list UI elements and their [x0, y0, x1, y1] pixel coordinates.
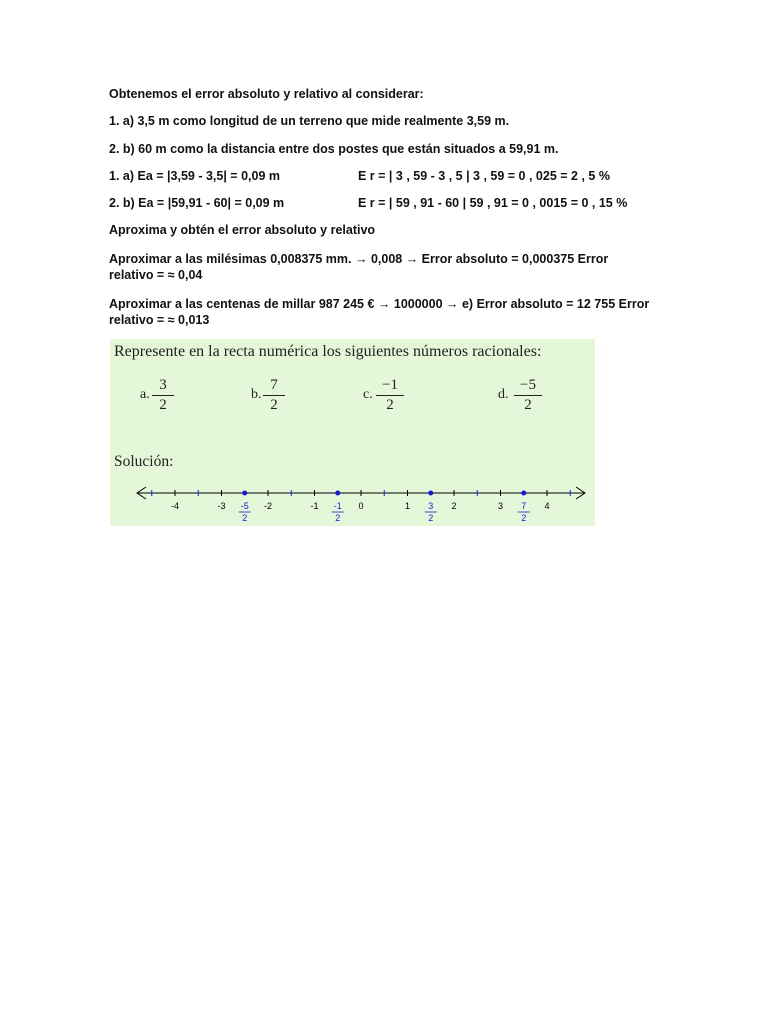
point-1: [335, 491, 340, 496]
option-b-numerator: 7: [263, 377, 285, 396]
tick-label-3: 3: [497, 501, 504, 511]
exercise-panel: [110, 339, 595, 526]
point-2: [428, 491, 433, 496]
exercise-prompt: Represente en la recta numérica los siguientes números racionales:: [114, 343, 542, 360]
option-c-denominator: 2: [386, 397, 394, 413]
point-denominator-1: 2: [335, 513, 341, 523]
option-b-fraction: [263, 377, 285, 414]
point-3: [521, 491, 526, 496]
problem-item-2: 2. b) 60 m como la distancia entre dos postes que están situados a 59,91 m.: [109, 142, 559, 156]
point-numerator-3: 7: [521, 501, 527, 511]
option-d-numerator: −5: [514, 377, 542, 396]
tick-label-4: 4: [544, 501, 550, 511]
tick-label--2: -2: [263, 501, 273, 511]
option-d-letter: d.: [498, 387, 509, 402]
option-d-denominator: 2: [524, 397, 532, 413]
point-numerator-0: -5: [240, 501, 249, 511]
option-b-denominator: 2: [270, 397, 278, 413]
result-1-relative: E r = | 3 , 59 - 3 , 5 | 3 , 59 = 0 , 025 = 2 , 5 %: [358, 169, 610, 183]
number-line: [110, 479, 595, 526]
tick-label-2: 2: [451, 501, 457, 511]
option-a-numerator: 3: [152, 377, 174, 396]
point-denominator-2: 2: [428, 513, 434, 523]
option-c-letter: c.: [363, 387, 373, 402]
point-denominator-3: 2: [521, 513, 527, 523]
tick-label-1: 1: [404, 501, 411, 511]
result-2-absolute: 2. b) Ea = |59,91 - 60| = 0,09 m: [109, 196, 285, 210]
option-c-fraction: [376, 377, 404, 414]
point-denominator-0: 2: [242, 513, 248, 523]
result-1-absolute: 1. a) Ea = |3,59 - 3,5| = 0,09 m: [109, 169, 280, 183]
approximation-2: Aproximar a las centenas de millar 987 245 € → 1000000 → e) Error absoluto = 12 755 Error relativo = ≈ 0,013: [109, 297, 650, 327]
point-0: [242, 491, 247, 496]
result-2-relative: E r = | 59 , 91 - 60 | 59 , 91 = 0 , 0015 = 0 , 15 %: [358, 196, 628, 210]
point-numerator-1: -1: [333, 501, 342, 511]
heading-approximate: Aproxima y obtén el error absoluto y relativo: [109, 223, 376, 237]
option-b-letter: b.: [251, 387, 262, 402]
tick-label--1: -1: [310, 501, 319, 511]
problem-item-1: 1. a) 3,5 m como longitud de un terreno que mide realmente 3,59 m.: [109, 114, 510, 128]
tick-label--4: -4: [170, 501, 180, 511]
option-d-fraction: [514, 377, 542, 414]
heading-errors: Obtenemos el error absoluto y relativo al considerar:: [109, 87, 424, 101]
point-numerator-2: 3: [428, 501, 434, 511]
option-c-numerator: −1: [376, 377, 404, 396]
tick-label-0: 0: [358, 501, 364, 511]
option-a-letter: a.: [140, 387, 150, 402]
tick-label--3: -3: [217, 501, 226, 511]
approximation-1: Aproximar a las milésimas 0,008375 mm. → 0,008 → Error absoluto = 0,000375 Error relativo = ≈ 0,04: [109, 252, 609, 282]
solution-label: Solución:: [114, 453, 174, 470]
option-a-fraction: [152, 377, 174, 414]
option-a-denominator: 2: [159, 397, 167, 413]
